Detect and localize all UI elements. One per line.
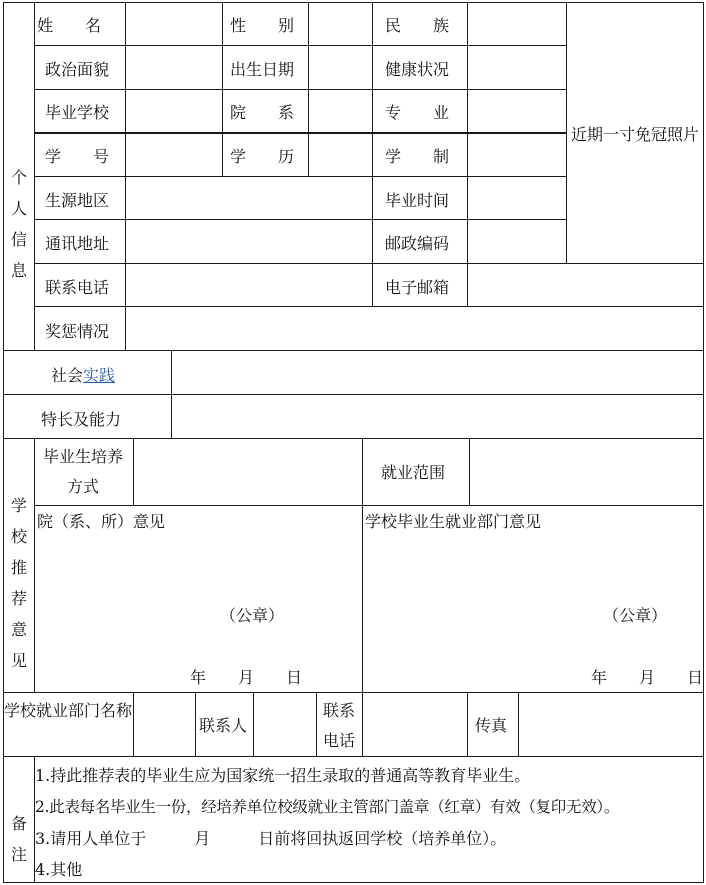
note-item: 3.请用人单位于 月 日前将回执返回学校（培养单位）。 (35, 829, 507, 848)
social-practice-link[interactable]: 实践 (83, 366, 116, 385)
school-opinion-label: 学校毕业生就业部门意见 (365, 512, 542, 531)
dept-name-label: 学校就业部门名称 (4, 701, 133, 720)
notes-label: 备注 (10, 814, 27, 864)
contact-person-label: 联系人 (199, 716, 248, 735)
school-label: 毕业学校 (45, 103, 110, 122)
student-no-label: 学 号 (45, 147, 110, 166)
note-item: 4.其他 (35, 860, 83, 879)
employment-scope-label: 就业范围 (381, 463, 446, 482)
grad-time-label: 毕业时间 (385, 191, 450, 210)
dept-opinion-label: 院（系、所）意见 (37, 512, 166, 531)
name-label: 姓 名 (37, 16, 102, 35)
note-item: 2.此表每名毕业生一份，经培养单位校级就业主管部门盖章（红章）有效（复印无效）。 (35, 798, 620, 816)
note-item: 1.持此推荐表的毕业生应为国家统一招生录取的普通高等教育毕业生。 (35, 766, 531, 785)
health-label: 健康状况 (385, 60, 450, 79)
origin-label: 生源地区 (45, 191, 110, 210)
skills-label: 特长及能力 (41, 410, 122, 429)
social-practice-label (51, 366, 115, 386)
degree-label: 学 历 (230, 147, 295, 166)
photo-placeholder: 近期一寸免冠照片 (570, 125, 699, 144)
fax-label: 传真 (475, 716, 508, 735)
social-practice-label-prefix: 社会 (51, 366, 84, 385)
duration-label: 学 制 (385, 147, 450, 166)
phone-label: 联系电话 (45, 278, 110, 297)
seal-right: （公章） (603, 606, 668, 625)
birth-label: 出生日期 (230, 60, 295, 79)
date-right: 年 月 日 (591, 668, 704, 687)
address-label: 通讯地址 (45, 234, 110, 253)
awards-label: 奖惩情况 (45, 322, 110, 341)
recommend-section-label: 学校推荐意见 (10, 496, 27, 670)
personal-section-label: 个人信息 (10, 168, 27, 280)
postcode-label: 邮政编码 (385, 234, 450, 253)
email-label: 电子邮箱 (385, 278, 450, 297)
major-label: 专 业 (385, 103, 450, 122)
contact-phone-label: 联系电话 (322, 701, 355, 750)
date-left: 年 月 日 (190, 668, 303, 687)
ethnicity-label: 民 族 (385, 16, 450, 35)
seal-left: （公章） (220, 606, 285, 625)
training-label: 毕业生培养方式 (42, 447, 123, 496)
political-label: 政治面貌 (45, 60, 110, 79)
dept-label: 院 系 (230, 103, 295, 122)
gender-label: 性 别 (230, 16, 295, 35)
